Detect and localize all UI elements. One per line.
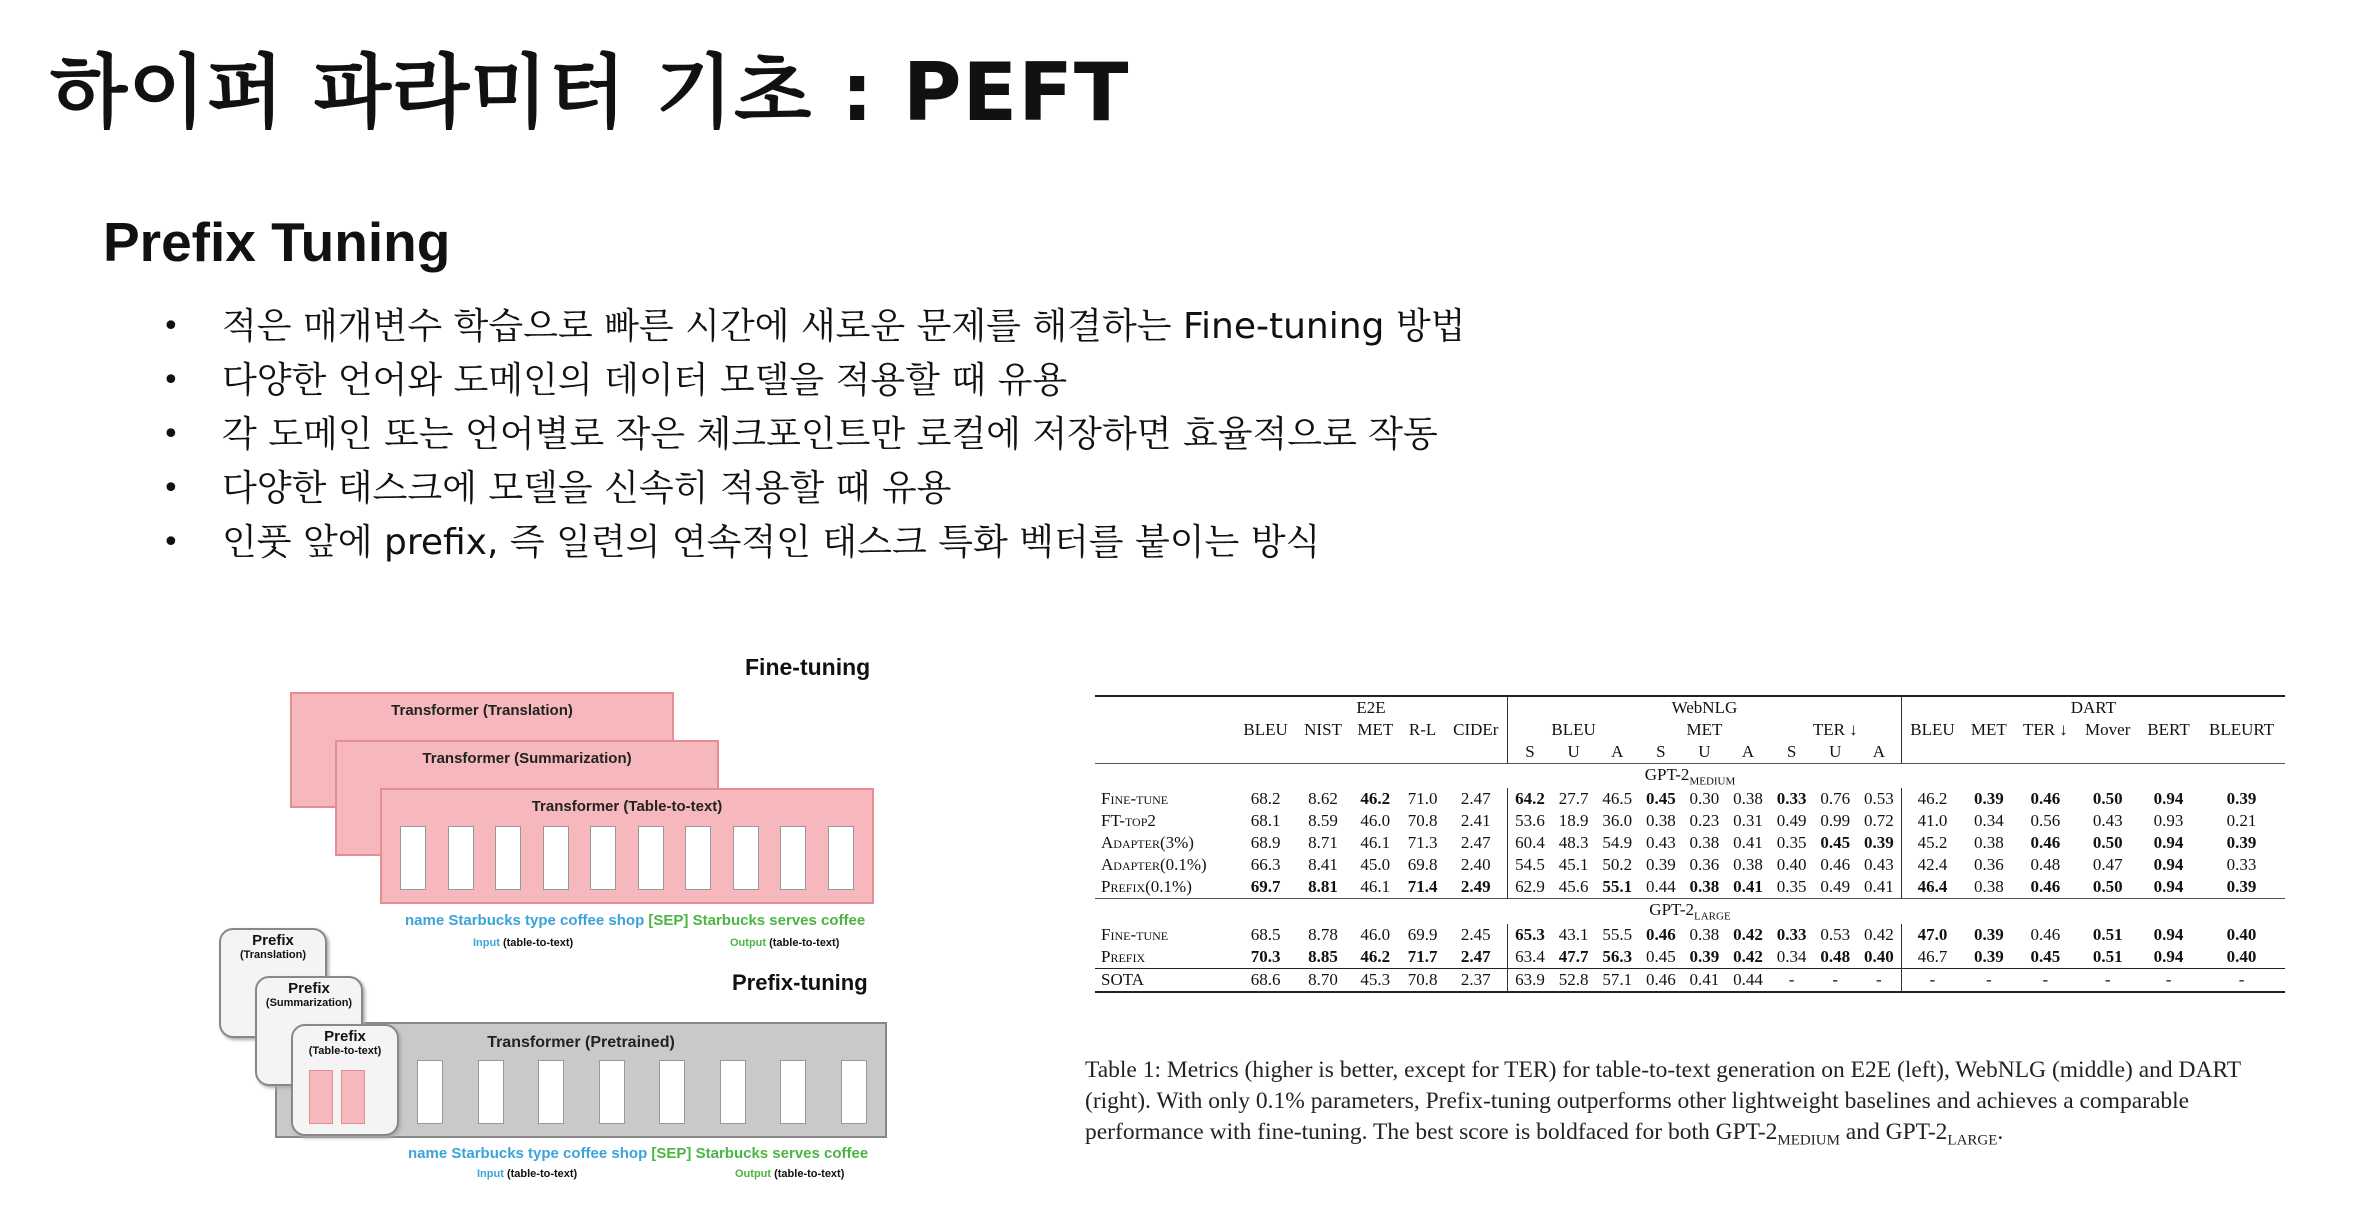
table-cell: 64.2 <box>1508 788 1552 810</box>
transformer-label: Transformer (Summarization) <box>422 750 632 767</box>
table-cell: 56.3 <box>1602 946 1633 966</box>
table-cell: 0.45 <box>1645 789 1676 809</box>
table-cell: 2.40 <box>1460 855 1491 875</box>
transformer-label: Transformer (Translation) <box>391 702 573 719</box>
token-slots <box>417 1060 867 1124</box>
table-cell: 0.21 <box>2226 811 2257 831</box>
table-cell: 68.1 <box>1250 811 1281 831</box>
table-cell: 2.49 <box>1460 877 1491 897</box>
token-slots <box>400 826 854 890</box>
table-cell: 0.34 <box>1776 946 1807 966</box>
table-cell: 0.41 <box>1683 968 1727 992</box>
table-row <box>1095 810 2285 832</box>
table-cell: - <box>2014 968 2076 992</box>
table-cell: 0.39 <box>1973 789 2004 809</box>
table-cell: 8.78 <box>1308 924 1338 944</box>
prefixtuning-label: Prefix-tuning <box>732 970 868 995</box>
table-cell: 45.1 <box>1558 855 1589 875</box>
table-cell: 63.4 <box>1508 946 1552 969</box>
table-cell: 70.3 <box>1250 946 1281 966</box>
column-subheader: A <box>1872 742 1885 761</box>
table-cell <box>1095 696 1235 719</box>
table-cell: 65.3 <box>1508 924 1552 946</box>
table-cell: 18.9 <box>1558 811 1589 831</box>
table-cell: 45.0 <box>1360 855 1391 875</box>
row-label: Adapter(0.1%) <box>1101 855 1207 875</box>
column-header: TER ↓ <box>2022 720 2068 739</box>
table-cell: 0.40 <box>1776 855 1807 875</box>
table-cell: 0.48 <box>2030 855 2061 875</box>
table-cell: 71.4 <box>1407 877 1438 897</box>
table-cell: 0.45 <box>1820 833 1851 853</box>
table-cell: 0.41 <box>1863 877 1894 897</box>
section-row <box>1095 899 2285 924</box>
table-cell: - <box>1963 968 2014 992</box>
table-cell: 68.2 <box>1250 789 1281 809</box>
bullet-item: • 적은 매개변수 학습으로 빠른 시간에 새로운 문제를 해결하는 Fine-tuning 방법 <box>160 300 1465 354</box>
table-cell: 54.9 <box>1602 833 1633 853</box>
input-output-tokens: name Starbucks type coffee shop [SEP] Starbucks serves coffee <box>408 1145 869 1162</box>
table-cell: 0.50 <box>2092 877 2123 897</box>
table-cell: 0.94 <box>2153 855 2184 875</box>
table-cell: 0.50 <box>2092 833 2123 853</box>
table-cell: 55.5 <box>1602 924 1633 944</box>
table-cell: 54.5 <box>1508 854 1552 876</box>
table-cell: 45.2 <box>1901 832 1963 854</box>
finetuning-label: Fine-tuning <box>745 654 871 680</box>
table-cell: 0.46 <box>2030 877 2061 897</box>
table-cell: 0.43 <box>2092 811 2123 831</box>
table-cell: 2.37 <box>1444 968 1507 992</box>
table-header-row <box>1095 696 2285 719</box>
column-header: NIST <box>1304 720 1342 739</box>
table-cell: 0.41 <box>1733 877 1763 897</box>
bullet-item: • 다양한 언어와 도메인의 데이터 모델을 적용할 때 유용 <box>160 354 1465 408</box>
column-header: Mover <box>2085 720 2131 739</box>
column-header: MET <box>1686 720 1723 739</box>
table-cell: 0.72 <box>1863 811 1894 831</box>
input-caption: Input (table-to-text) <box>473 937 574 949</box>
table-cell: 0.31 <box>1733 811 1763 831</box>
table-cell: 0.23 <box>1689 811 1720 831</box>
table-cell <box>1350 741 1401 764</box>
table-cell: 0.94 <box>2153 877 2184 897</box>
table-cell: 69.9 <box>1407 924 1438 944</box>
table-cell: 53.6 <box>1508 810 1552 832</box>
table-cell: 70.8 <box>1407 811 1438 831</box>
table-cell: 71.7 <box>1407 946 1438 966</box>
row-label: Prefix(0.1%) <box>1101 877 1192 897</box>
table-cell: 46.0 <box>1360 924 1391 944</box>
table-cell: 0.34 <box>1973 811 2004 831</box>
table-cell: 0.39 <box>1689 946 1720 966</box>
group-header: WebNLG <box>1508 696 1902 719</box>
table-cell: 0.40 <box>2226 946 2257 966</box>
row-label: Adapter(3%) <box>1101 833 1194 853</box>
table-cell: 8.71 <box>1308 833 1338 853</box>
table-cell <box>1963 741 2014 764</box>
table-cell: 69.8 <box>1407 855 1438 875</box>
table-cell: 0.48 <box>1820 946 1851 966</box>
prefix-tuning-diagram <box>205 650 915 1190</box>
pretrained-label: Transformer (Pretrained) <box>487 1034 675 1051</box>
table-cell: 46.2 <box>1901 788 1963 810</box>
table-cell: 47.0 <box>1901 924 1963 946</box>
table-cell: 68.6 <box>1235 968 1296 992</box>
table-cell: 0.38 <box>1689 924 1720 944</box>
column-subheader: U <box>1829 742 1842 761</box>
table-row <box>1095 924 2285 946</box>
table-cell: 0.46 <box>2030 924 2061 944</box>
table-cell <box>2076 741 2139 764</box>
table-cell: 0.46 <box>2030 789 2061 809</box>
column-header: MET <box>1970 720 2007 739</box>
table-cell: 68.5 <box>1250 924 1281 944</box>
table-cell: 46.5 <box>1602 789 1633 809</box>
transformer-label: Transformer (Table-to-text) <box>531 798 723 815</box>
table-cell: 0.38 <box>1645 811 1676 831</box>
table-cell: 66.3 <box>1250 855 1281 875</box>
table-cell: 46.1 <box>1360 877 1391 897</box>
table-cell: 0.36 <box>1973 855 2004 875</box>
input-tokens: name Starbucks type coffee shop <box>405 912 645 929</box>
column-subheader: S <box>1786 742 1797 761</box>
table-cell <box>2198 741 2285 764</box>
table-cell: - <box>2139 968 2198 992</box>
table-row <box>1095 788 2285 810</box>
output-caption: Output (table-to-text) <box>735 1168 845 1180</box>
table-cell: 0.49 <box>1776 811 1807 831</box>
table-cell: 0.42 <box>1733 946 1763 966</box>
table-cell: 0.46 <box>2030 833 2061 853</box>
table-cell: 0.40 <box>1863 946 1894 966</box>
prefix-summarization-card: Prefix (Summarization) <box>255 976 363 1086</box>
table-cell: 0.46 <box>1820 855 1851 875</box>
table-cell <box>1901 741 1963 764</box>
table-cell: 0.53 <box>1863 789 1894 809</box>
column-subheader: S <box>1508 741 1552 764</box>
table-cell: 46.2 <box>1360 946 1391 966</box>
table-cell <box>1401 741 1445 764</box>
table-cell: 52.8 <box>1552 968 1596 992</box>
table-cell: 0.38 <box>1733 789 1763 809</box>
table-row <box>1095 968 2285 992</box>
table-cell: 0.33 <box>1776 924 1807 944</box>
table-cell: 0.39 <box>1863 833 1894 853</box>
section-label: GPT-$2_{LARGE}$ <box>1095 899 2285 924</box>
table-cell: - <box>1857 968 1901 992</box>
column-header: BLEU <box>1901 719 1963 741</box>
bullet-item: • 인풋 앞에 prefix, 즉 일련의 연속적인 태스크 특화 벡터를 붙이는 방식 <box>160 516 1465 570</box>
table-cell: 0.51 <box>2092 946 2123 966</box>
table-cell: 48.3 <box>1558 833 1589 853</box>
table-cell: 0.42 <box>1863 924 1894 944</box>
table-cell: 0.30 <box>1689 789 1720 809</box>
table-cell: 46.2 <box>1360 789 1391 809</box>
column-header: MET <box>1357 720 1394 739</box>
table-cell <box>1296 741 1349 764</box>
table-cell: 8.59 <box>1308 811 1338 831</box>
table-cell: 0.50 <box>2092 789 2123 809</box>
table-cell: 0.47 <box>2092 855 2123 875</box>
table-cell: 68.9 <box>1250 833 1281 853</box>
table-cell: 0.41 <box>1733 833 1763 853</box>
table-cell <box>1095 741 1235 764</box>
table-cell: 0.38 <box>1973 877 2004 897</box>
table-cell <box>2139 741 2198 764</box>
table-cell: 0.43 <box>1863 855 1894 875</box>
bullet-item: • 다양한 태스크에 모델을 신속히 적용할 때 유용 <box>160 462 1465 516</box>
output-tokens: Starbucks serves coffee <box>692 912 866 929</box>
table-cell: 2.41 <box>1460 811 1491 831</box>
table-cell: 0.49 <box>1820 877 1851 897</box>
table-cell <box>1235 741 1296 764</box>
table-cell: 2.47 <box>1460 833 1491 853</box>
output-caption: Output (table-to-text) <box>730 937 840 949</box>
table-cell: 55.1 <box>1602 877 1633 897</box>
results-table <box>1095 695 2285 993</box>
column-subheader: U <box>1567 742 1580 761</box>
column-subheader: A <box>1741 742 1755 761</box>
table-cell: 0.56 <box>2030 811 2061 831</box>
row-label: Fine-tune <box>1101 789 1169 809</box>
table-cell: 0.99 <box>1820 811 1851 831</box>
input-output-tokens <box>405 912 865 929</box>
table-cell: 0.39 <box>2226 877 2257 897</box>
table-cell: 60.4 <box>1508 832 1552 854</box>
table-cell: 0.38 <box>1689 877 1720 897</box>
row-label: Fine-tune <box>1101 924 1169 944</box>
table-row <box>1095 854 2285 876</box>
table-cell: 42.4 <box>1901 854 1963 876</box>
table-cell: 0.46 <box>1639 968 1683 992</box>
column-header: CIDEr <box>1453 720 1499 739</box>
table-cell: 8.62 <box>1308 789 1338 809</box>
transformer-table-to-text-box <box>380 788 874 904</box>
column-subheader: S <box>1656 742 1666 761</box>
table-cell: 0.45 <box>2030 946 2061 966</box>
table-cell: 8.85 <box>1308 946 1338 966</box>
column-subheader: A <box>1611 742 1624 761</box>
table-cell: 0.33 <box>1776 789 1807 809</box>
sep-token: [SEP] <box>648 912 689 929</box>
bullet-list <box>160 300 1465 570</box>
table-header-row <box>1095 741 2285 764</box>
table-cell: 8.81 <box>1308 877 1338 897</box>
table-row <box>1095 946 2285 969</box>
table-cell: 45.3 <box>1350 968 1401 992</box>
table-cell: 0.42 <box>1733 924 1763 944</box>
table-cell: 27.7 <box>1558 789 1589 809</box>
table-cell: - <box>2076 968 2139 992</box>
row-label: SOTA <box>1095 968 1235 992</box>
table-cell: 0.39 <box>2226 833 2257 853</box>
table-cell: 63.9 <box>1508 968 1552 992</box>
column-header: TER ↓ <box>1812 720 1858 739</box>
table-cell: 0.51 <box>2092 924 2123 944</box>
group-header: DART <box>1901 696 2285 719</box>
table-cell: 0.94 <box>2153 924 2184 944</box>
prefix-table-to-text-card: Prefix (Table-to-text) <box>291 1024 399 1136</box>
table-cell: 47.7 <box>1558 946 1589 966</box>
table-cell: 71.0 <box>1407 789 1438 809</box>
table-cell: 0.33 <box>2226 855 2257 875</box>
table-cell: 46.4 <box>1901 876 1963 899</box>
table-cell: 0.46 <box>1645 924 1676 944</box>
column-subheader: U <box>1698 742 1711 761</box>
table-cell: 0.36 <box>1689 855 1720 875</box>
table-cell: 43.1 <box>1558 924 1589 944</box>
column-header: R-L <box>1408 720 1437 739</box>
table-cell: 45.6 <box>1558 877 1589 897</box>
group-header: E2E <box>1356 698 1386 717</box>
table-cell: 0.35 <box>1776 833 1807 853</box>
table-cell: 8.41 <box>1308 855 1338 875</box>
table-cell: 0.93 <box>2153 811 2184 831</box>
table-cell: 2.45 <box>1460 924 1491 944</box>
table-cell: - <box>1901 968 1963 992</box>
prefix-translation-card: Prefix (Translation) <box>219 928 327 1038</box>
table-cell: 0.44 <box>1726 968 1770 992</box>
table-cell: 50.2 <box>1602 855 1633 875</box>
table-cell: 71.3 <box>1407 833 1438 853</box>
table-cell: 0.39 <box>1645 855 1676 875</box>
column-header: BLEURT <box>2208 720 2275 739</box>
table-cell: 0.44 <box>1645 877 1676 897</box>
table-cell: 0.39 <box>1973 946 2004 966</box>
results-table-container <box>1095 695 2285 993</box>
table-cell: - <box>2198 968 2285 992</box>
table-cell <box>1444 741 1507 764</box>
table-cell: 62.9 <box>1508 876 1552 899</box>
table-cell: 0.38 <box>1973 833 2004 853</box>
table-cell <box>2014 741 2076 764</box>
section-label: GPT-$2_{MEDIUM}$ <box>1095 764 2285 789</box>
table-cell: 36.0 <box>1602 811 1633 831</box>
table-caption: Table 1: Metrics (higher is better, except for TER) for table-to-text generation on E2E (left), WebNLG (middle) and DART (right). With only 0.1% parameters, Prefix-tuning outperforms other lightweight baselines and achieves a comparable performance with fine-tuning. The best score is boldfaced for both GPT-$2_{MEDIUM}$ and GPT-$2_{LARGE}$. <box>1085 1057 2241 1149</box>
page-title: 하이퍼 파라미터 기초 : PEFT <box>50 46 1130 139</box>
table-cell: 0.53 <box>1820 924 1851 944</box>
section-row <box>1095 764 2285 789</box>
table-cell: 46.0 <box>1360 811 1391 831</box>
table-row <box>1095 832 2285 854</box>
table-cell: 69.7 <box>1250 877 1281 897</box>
table-cell: 0.94 <box>2153 946 2184 966</box>
table-cell: 0.38 <box>1733 855 1763 875</box>
table-cell: 0.40 <box>2226 924 2257 944</box>
table-cell: 0.45 <box>1645 946 1676 966</box>
table-cell: 0.94 <box>2153 833 2184 853</box>
table-cell: 0.35 <box>1776 877 1807 897</box>
column-header: BLEU <box>1508 719 1639 741</box>
table-cell: - <box>1813 968 1857 992</box>
table-cell: 0.39 <box>1973 924 2004 944</box>
table-cell: 8.70 <box>1296 968 1349 992</box>
row-label: FT-top2 <box>1101 811 1156 831</box>
table-cell: - <box>1770 968 1814 992</box>
table-cell: 57.1 <box>1595 968 1639 992</box>
section-subtitle: Prefix Tuning <box>103 211 451 273</box>
table-cell: 46.7 <box>1901 946 1963 969</box>
table-cell <box>1095 719 1235 741</box>
table-cell: 0.43 <box>1645 833 1676 853</box>
input-caption: Input (table-to-text) <box>477 1168 578 1180</box>
table-cell: 0.39 <box>2226 789 2257 809</box>
column-header: BERT <box>2147 720 2190 739</box>
table-cell: 2.47 <box>1460 946 1491 966</box>
row-label: Prefix <box>1101 946 1146 966</box>
table-cell: 46.1 <box>1360 833 1391 853</box>
table-cell: 2.47 <box>1460 789 1491 809</box>
table-cell: 41.0 <box>1901 810 1963 832</box>
table-cell: 0.38 <box>1689 833 1720 853</box>
bullet-item: • 각 도메인 또는 언어별로 작은 체크포인트만 로컬에 저장하면 효율적으로 작동 <box>160 408 1465 462</box>
column-header: BLEU <box>1243 720 1288 739</box>
table-cell: 70.8 <box>1401 968 1445 992</box>
table-cell: 0.94 <box>2153 789 2184 809</box>
table-header-row <box>1095 719 2285 741</box>
table-row <box>1095 876 2285 899</box>
table-cell: 0.76 <box>1820 789 1851 809</box>
